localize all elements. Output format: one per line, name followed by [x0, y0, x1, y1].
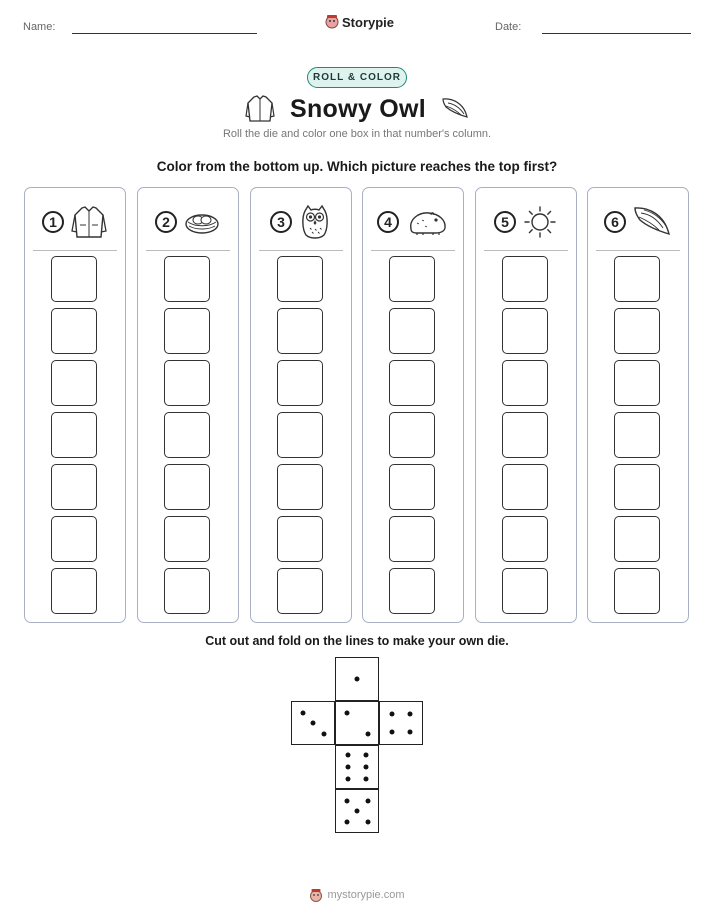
lemming-icon [405, 207, 449, 237]
pip [364, 776, 369, 781]
color-box[interactable] [277, 308, 323, 354]
column-1 [24, 187, 126, 623]
color-box[interactable] [277, 360, 323, 406]
pip [365, 798, 370, 803]
color-box[interactable] [389, 568, 435, 614]
color-box[interactable] [277, 516, 323, 562]
color-box[interactable] [164, 516, 210, 562]
owl-icon [298, 203, 332, 241]
pip [365, 731, 370, 736]
box-stack [614, 256, 663, 620]
die-face-3 [291, 701, 335, 745]
color-box[interactable] [389, 360, 435, 406]
color-box[interactable] [614, 256, 660, 302]
die-face-4 [379, 701, 423, 745]
pip [344, 710, 349, 715]
color-box[interactable] [389, 516, 435, 562]
color-box[interactable] [277, 412, 323, 458]
color-box[interactable] [502, 464, 548, 510]
storypie-mascot-icon [309, 887, 323, 903]
column-number: 2 [155, 211, 177, 233]
color-box[interactable] [51, 256, 97, 302]
brand-name: Storypie [342, 14, 395, 30]
color-box[interactable] [502, 308, 548, 354]
pip [408, 711, 413, 716]
column-number: 6 [604, 211, 626, 233]
color-box[interactable] [389, 308, 435, 354]
pip [344, 819, 349, 824]
color-box[interactable] [164, 308, 210, 354]
wing-icon [632, 204, 672, 240]
pip [364, 765, 369, 770]
title-row [240, 92, 474, 126]
color-box[interactable] [277, 568, 323, 614]
color-box[interactable] [51, 516, 97, 562]
color-box[interactable] [502, 360, 548, 406]
column-divider [259, 250, 343, 251]
color-box[interactable] [614, 360, 660, 406]
color-box[interactable] [502, 516, 548, 562]
footer-url[interactable]: mystorypie.com [327, 889, 405, 901]
color-box[interactable] [164, 256, 210, 302]
color-box[interactable] [614, 308, 660, 354]
pip [389, 711, 394, 716]
nest-icon [183, 207, 221, 237]
brand-logo [325, 14, 394, 30]
name-label: Name: [23, 21, 56, 33]
pip [345, 765, 350, 770]
pip [365, 819, 370, 824]
color-box[interactable] [51, 568, 97, 614]
color-box[interactable] [164, 360, 210, 406]
wing-icon [440, 95, 470, 123]
pip [311, 721, 316, 726]
color-box[interactable] [51, 412, 97, 458]
color-box[interactable] [164, 568, 210, 614]
column-number: 3 [270, 211, 292, 233]
pip [321, 731, 326, 736]
column-divider [33, 250, 117, 251]
die-face-6 [335, 745, 379, 789]
column-5 [475, 187, 577, 623]
date-label: Date: [495, 21, 522, 33]
column-2 [137, 187, 239, 623]
roll-and-color-badge: ROLL & COLOR [307, 67, 407, 88]
column-divider [484, 250, 568, 251]
color-box[interactable] [502, 256, 548, 302]
pip [364, 753, 369, 758]
box-stack [389, 256, 438, 620]
name-line[interactable] [72, 33, 257, 34]
date-line[interactable] [542, 33, 691, 34]
box-stack [164, 256, 213, 620]
pip [355, 809, 360, 814]
color-box[interactable] [502, 568, 548, 614]
footer [0, 887, 714, 903]
pip [300, 710, 305, 715]
die-face-1 [335, 657, 379, 701]
color-box[interactable] [277, 464, 323, 510]
column-divider [371, 250, 455, 251]
column-4 [362, 187, 464, 623]
jacket-icon [244, 94, 276, 124]
column-number: 1 [42, 211, 64, 233]
die-instruction: Cut out and fold on the lines to make your own die. [205, 634, 509, 648]
color-box[interactable] [614, 464, 660, 510]
column-number: 5 [494, 211, 516, 233]
jacket-icon [70, 204, 108, 240]
column-number: 4 [377, 211, 399, 233]
pip [389, 730, 394, 735]
box-stack [51, 256, 100, 620]
box-stack [277, 256, 326, 620]
color-box[interactable] [277, 256, 323, 302]
column-divider [146, 250, 230, 251]
color-box[interactable] [389, 464, 435, 510]
color-box[interactable] [614, 516, 660, 562]
die-face-2 [335, 701, 379, 745]
pip [355, 677, 360, 682]
column-3 [250, 187, 352, 623]
pip [345, 776, 350, 781]
box-stack [502, 256, 551, 620]
color-box[interactable] [614, 412, 660, 458]
color-box[interactable] [164, 412, 210, 458]
subtitle: Roll the die and color one box in that number's column. [222, 128, 492, 140]
storypie-mascot-icon [325, 14, 339, 30]
pip [345, 753, 350, 758]
column-6 [587, 187, 689, 623]
column-divider [596, 250, 680, 251]
die-face-5 [335, 789, 379, 833]
sun-icon [522, 204, 558, 240]
color-box[interactable] [164, 464, 210, 510]
pip [408, 730, 413, 735]
color-box[interactable] [614, 568, 660, 614]
color-box[interactable] [502, 412, 548, 458]
color-box[interactable] [389, 256, 435, 302]
color-box[interactable] [389, 412, 435, 458]
instruction-text: Color from the bottom up. Which picture reaches the top first? [156, 159, 558, 174]
color-box[interactable] [51, 308, 97, 354]
color-box[interactable] [51, 464, 97, 510]
color-box[interactable] [51, 360, 97, 406]
page-title: Snowy Owl [289, 94, 427, 123]
pip [344, 798, 349, 803]
